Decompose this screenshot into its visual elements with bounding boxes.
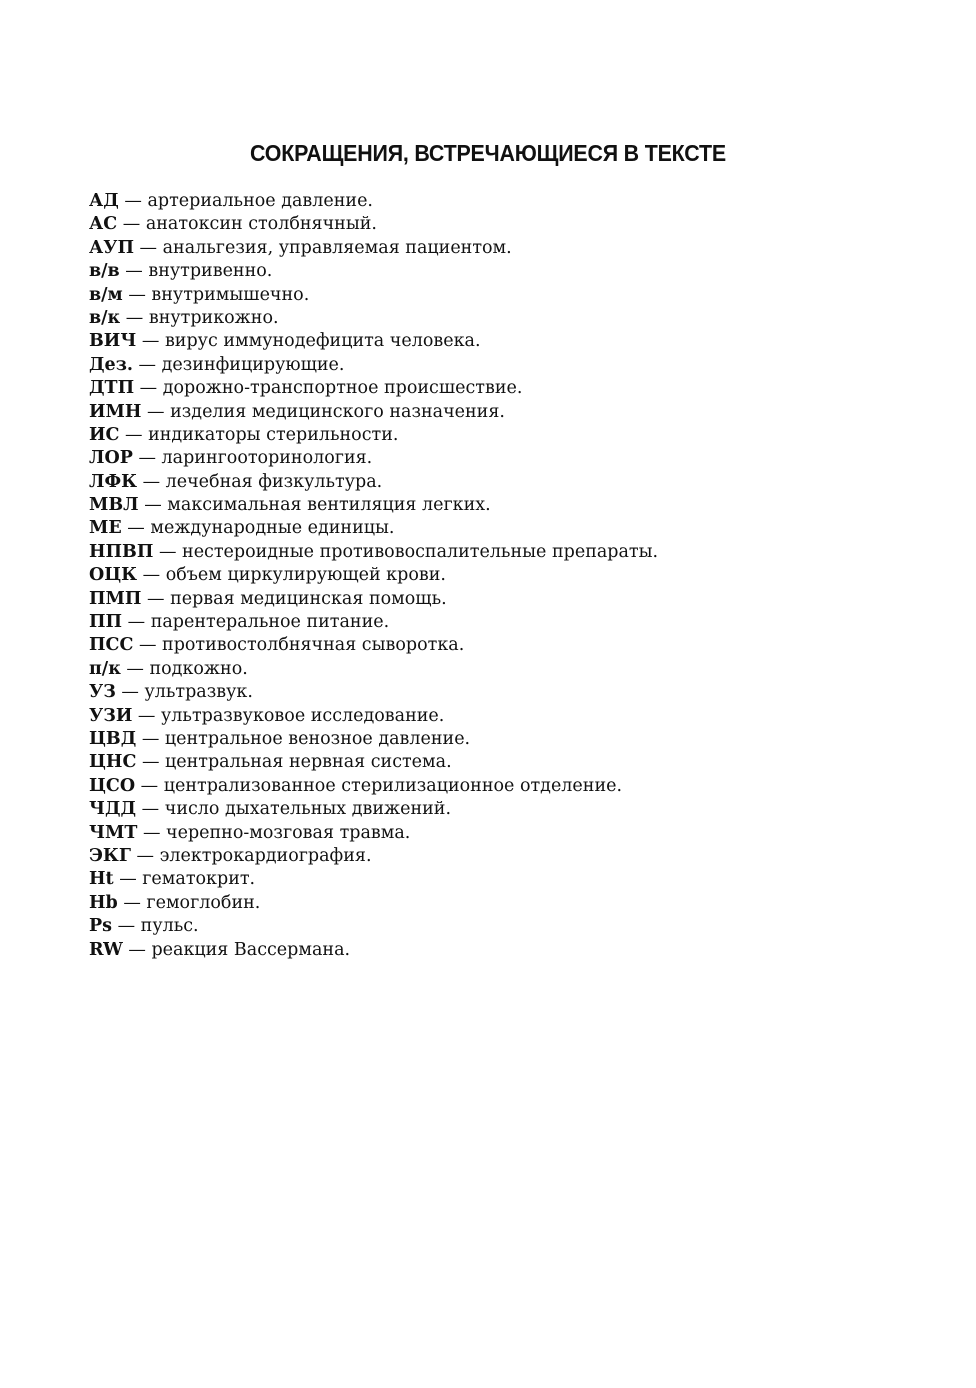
- abbreviation-term: п/к: [89, 658, 121, 679]
- abbreviation-definition: центральное венозное давление.: [164, 728, 471, 749]
- abbreviation-entry: [89, 494, 909, 517]
- abbreviation-definition: объем циркулирующей крови.: [165, 565, 446, 586]
- abbreviation-entry: [89, 517, 909, 540]
- abbreviation-separator: —: [141, 588, 171, 609]
- abbreviation-term: МВЛ: [89, 495, 139, 516]
- abbreviation-entry: [89, 798, 909, 821]
- abbreviation-definition: международные единицы.: [150, 518, 395, 539]
- abbreviation-entry: [89, 401, 909, 424]
- abbreviation-definition: дезинфицирующие.: [161, 354, 345, 375]
- abbreviation-definition: анатоксин столбнячный.: [145, 214, 377, 235]
- abbreviation-entry: [89, 354, 909, 377]
- abbreviation-separator: —: [136, 728, 165, 749]
- abbreviation-term: ЦВД: [89, 728, 137, 749]
- abbreviation-entry: [89, 634, 909, 657]
- abbreviation-entry: [89, 377, 909, 400]
- abbreviation-definition: черепно-мозговая травма.: [166, 822, 411, 843]
- abbreviation-separator: —: [132, 705, 161, 726]
- abbreviation-term: ЦСО: [89, 775, 136, 796]
- abbreviation-definition: централизованное стерилизационное отделение.: [163, 775, 623, 796]
- abbreviation-separator: —: [119, 424, 149, 445]
- abbreviation-separator: —: [137, 471, 166, 492]
- abbreviation-entry: [89, 892, 909, 915]
- abbreviation-term: Ps: [89, 916, 113, 937]
- page-title: СОКРАЩЕНИЯ, ВСТРЕЧАЮЩИЕСЯ В ТЕКСТЕ: [250, 140, 726, 166]
- abbreviation-separator: —: [117, 214, 146, 235]
- abbreviation-entry: [89, 845, 909, 868]
- abbreviation-term: ЧМТ: [89, 822, 138, 843]
- abbreviation-definition: вирус иммунодефицита человека.: [164, 331, 481, 352]
- abbreviation-term: УЗ: [89, 682, 116, 703]
- abbreviation-entry: [89, 915, 909, 938]
- abbreviation-entry: [89, 681, 909, 704]
- abbreviation-term: НПВП: [89, 541, 154, 562]
- abbreviation-definition: первая медицинская помощь.: [170, 588, 447, 609]
- abbreviation-separator: —: [113, 869, 143, 890]
- abbreviation-entry: [89, 541, 909, 564]
- abbreviation-separator: —: [137, 822, 167, 843]
- abbreviation-separator: —: [136, 331, 165, 352]
- abbreviation-entry: [89, 939, 909, 962]
- abbreviation-separator: —: [138, 495, 168, 516]
- abbreviation-entry: [89, 190, 909, 213]
- abbreviation-entry: [89, 330, 909, 353]
- abbreviation-definition: изделия медицинского назначения.: [170, 401, 505, 422]
- abbreviation-term: ПМП: [89, 588, 142, 609]
- abbreviation-term: ОЦК: [89, 565, 138, 586]
- abbreviation-term: в/к: [89, 307, 121, 328]
- abbreviation-entry: [89, 307, 909, 330]
- abbreviation-separator: —: [134, 378, 163, 399]
- abbreviation-separator: —: [132, 448, 162, 469]
- abbreviation-definition: ультразвуковое исследование.: [161, 705, 445, 726]
- abbreviation-definition: гематокрит.: [142, 869, 256, 890]
- abbreviation-term: ИС: [89, 424, 120, 445]
- abbreviation-separator: —: [112, 916, 141, 937]
- abbreviation-definition: анальгезия, управляемая пациентом.: [162, 237, 512, 258]
- abbreviation-entry: [89, 284, 909, 307]
- abbreviation-definition: число дыхательных движений.: [164, 799, 452, 820]
- abbreviation-definition: нестероидные противовоспалительные препараты.: [182, 541, 659, 562]
- abbreviation-definition: ларингооторинология.: [161, 448, 373, 469]
- abbreviation-entry: [89, 822, 909, 845]
- abbreviation-definition: лечебная физкультура.: [165, 471, 383, 492]
- abbreviation-term: Ht: [89, 869, 114, 890]
- abbreviation-separator: —: [133, 237, 163, 258]
- abbreviation-definition: центральная нервная система.: [165, 752, 452, 773]
- abbreviation-term: ДТП: [89, 378, 135, 399]
- abbreviation-term: ПСС: [89, 635, 134, 656]
- abbreviation-entry: [89, 447, 909, 470]
- abbreviation-definition: парентеральное питание.: [150, 612, 390, 633]
- abbreviation-definition: ультразвук.: [144, 682, 253, 703]
- abbreviation-definition: противостолбнячная сыворотка.: [162, 635, 465, 656]
- abbreviation-entry: [89, 471, 909, 494]
- abbreviation-entry: [89, 751, 909, 774]
- abbreviation-separator: —: [137, 565, 166, 586]
- abbreviation-definition: электрокардиография.: [159, 845, 372, 866]
- abbreviation-term: ЧДД: [89, 799, 137, 820]
- abbreviation-definition: внутрикожно.: [148, 307, 279, 328]
- abbreviation-term: ЭКГ: [89, 845, 131, 866]
- abbreviation-separator: —: [153, 541, 183, 562]
- abbreviation-entry: [89, 705, 909, 728]
- abbreviation-separator: —: [135, 775, 164, 796]
- abbreviation-term: АУП: [89, 237, 134, 258]
- abbreviation-definition: подкожно.: [149, 658, 248, 679]
- abbreviation-definition: гемоглобин.: [146, 892, 261, 913]
- abbreviation-entry: [89, 237, 909, 260]
- abbreviation-definition: индикаторы стерильности.: [148, 424, 399, 445]
- abbreviation-separator: —: [120, 658, 150, 679]
- abbreviation-separator: —: [117, 892, 147, 913]
- abbreviation-term: УЗИ: [89, 705, 133, 726]
- abbreviation-entry: [89, 260, 909, 283]
- abbreviation-separator: —: [122, 612, 151, 633]
- abbreviation-term: Дез.: [89, 354, 133, 375]
- abbreviation-term: ВИЧ: [89, 331, 137, 352]
- abbreviation-entry: [89, 775, 909, 798]
- abbreviation-term: в/в: [89, 261, 120, 282]
- abbreviation-entry: [89, 424, 909, 447]
- abbreviation-definition: внутримышечно.: [151, 284, 310, 305]
- abbreviation-definition: максимальная вентиляция легких.: [167, 495, 491, 516]
- abbreviation-separator: —: [133, 635, 163, 656]
- abbreviation-entry: [89, 588, 909, 611]
- abbreviation-term: ПП: [89, 612, 123, 633]
- abbreviation-entry: [89, 564, 909, 587]
- abbreviation-term: АД: [89, 191, 119, 211]
- abbreviation-term: в/м: [89, 284, 123, 305]
- abbreviation-separator: —: [115, 682, 145, 703]
- abbreviation-term: ЛОР: [89, 448, 133, 469]
- abbreviation-entry: [89, 728, 909, 751]
- abbreviation-entry: [89, 611, 909, 634]
- abbreviation-separator: —: [136, 752, 166, 773]
- abbreviation-definition: пульс.: [140, 916, 199, 937]
- abbreviation-term: Hb: [89, 892, 118, 913]
- abbreviation-separator: —: [122, 284, 152, 305]
- abbreviation-separator: —: [119, 261, 149, 282]
- abbreviation-term: RW: [89, 939, 123, 960]
- abbreviation-definition: реакция Вассермана.: [151, 939, 351, 960]
- abbreviation-entry: [89, 658, 909, 681]
- abbreviation-definition: дорожно-транспортное происшествие.: [162, 378, 523, 399]
- abbreviation-separator: —: [130, 845, 160, 866]
- abbreviation-entry: [89, 868, 909, 891]
- abbreviation-list: [89, 190, 909, 962]
- abbreviation-definition: внутривенно.: [148, 261, 273, 282]
- abbreviation-separator: —: [118, 191, 148, 211]
- abbreviation-separator: —: [120, 307, 149, 328]
- abbreviation-separator: —: [141, 401, 171, 422]
- abbreviation-separator: —: [132, 354, 162, 375]
- abbreviation-term: ЛФК: [89, 471, 137, 492]
- abbreviation-term: АС: [89, 214, 118, 235]
- abbreviation-entry: [89, 213, 909, 236]
- abbreviation-separator: —: [121, 518, 151, 539]
- abbreviation-definition: артериальное давление.: [147, 191, 373, 211]
- abbreviation-term: МЕ: [89, 518, 122, 539]
- abbreviation-term: ЦНС: [89, 752, 137, 773]
- abbreviation-separator: —: [136, 799, 165, 820]
- abbreviation-term: ИМН: [89, 401, 142, 422]
- abbreviation-separator: —: [122, 939, 152, 960]
